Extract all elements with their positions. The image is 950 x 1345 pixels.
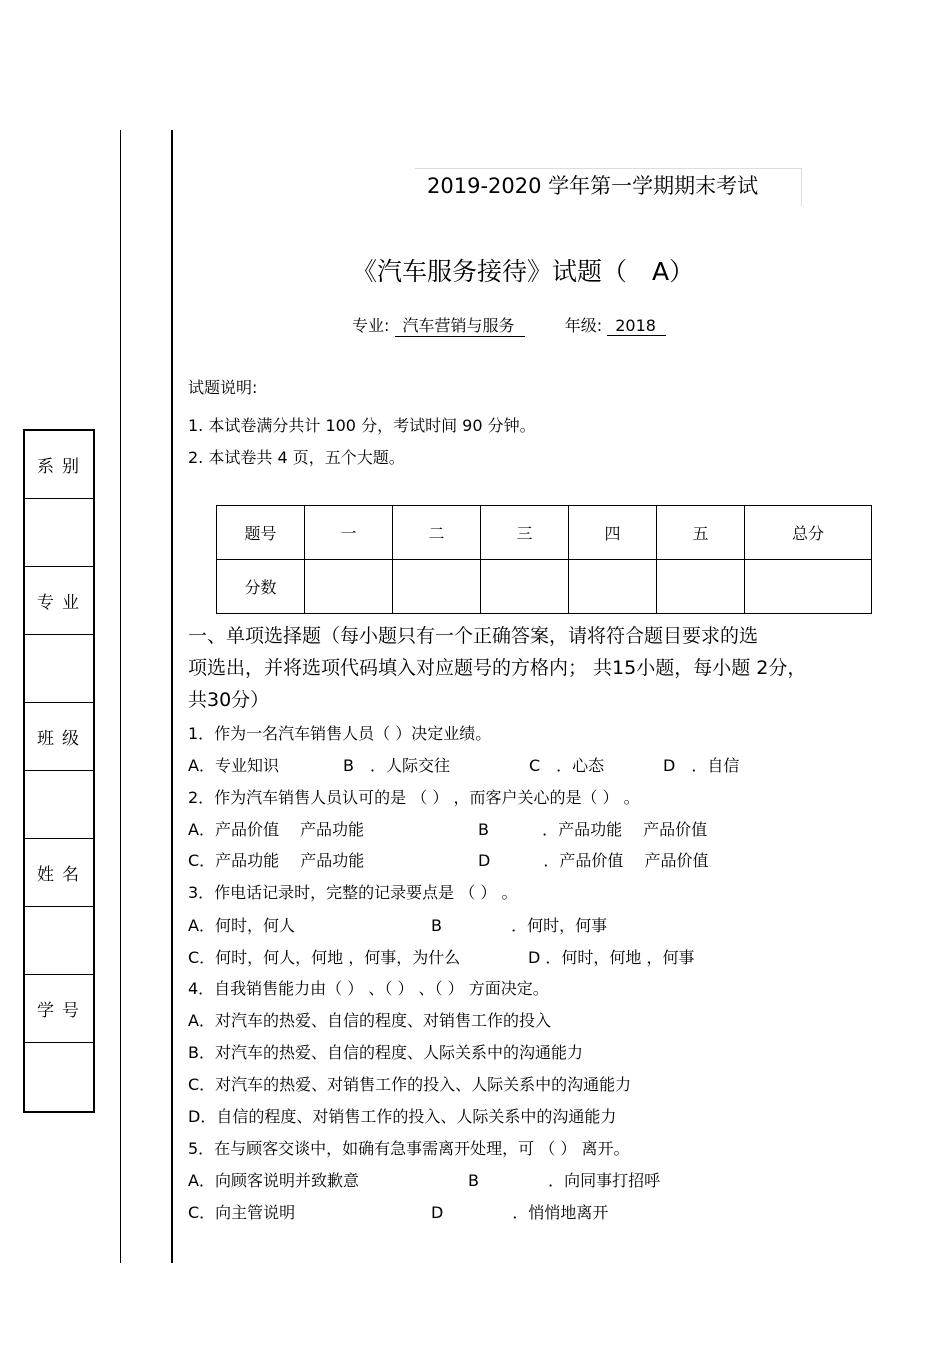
score-table-header: 四 bbox=[569, 506, 657, 560]
option-a: A．产品价值 产品功能 bbox=[188, 820, 365, 839]
score-table-header: 三 bbox=[481, 506, 569, 560]
option-b: B ．向同事打招呼 bbox=[468, 1171, 661, 1190]
option-b: B ．何时，何事 bbox=[431, 916, 608, 935]
option-d: D ．产品价值 产品价值 bbox=[478, 851, 709, 870]
option-c: C．向主管说明 bbox=[188, 1203, 296, 1222]
score-table-header-row bbox=[217, 506, 872, 560]
section-heading-line: 项选出，并将选项代码填入对应题号的方格内； 共15小题，每小题 2分， bbox=[188, 657, 807, 679]
section-heading-line: 一、单项选择题（每小题只有一个正确答案，请将符合题目要求的选 bbox=[188, 625, 759, 647]
name-label: 姓名 bbox=[25, 839, 93, 907]
score-cell bbox=[569, 560, 657, 614]
instruction-line: 1. 本试卷满分共计 100 分，考试时间 90 分钟。 bbox=[188, 416, 536, 435]
option-b: B ．产品功能 产品价值 bbox=[478, 820, 708, 839]
grade-label: 年级: bbox=[564, 316, 603, 335]
student-info-box bbox=[23, 429, 95, 1113]
binding-line-outer bbox=[120, 130, 121, 1263]
question-stem: 5．在与顾客交谈中，如确有急事需离开处理，可 （ ） 离开。 bbox=[188, 1139, 630, 1158]
option-d: D ．何时，何地 ，何事 bbox=[528, 948, 695, 967]
section-heading-line: 共30分） bbox=[188, 689, 270, 711]
score-table-header: 五 bbox=[657, 506, 745, 560]
option-d: D ．自信 bbox=[663, 756, 740, 775]
score-row-label: 分数 bbox=[217, 560, 305, 614]
question-stem: 1．作为一名汽车销售人员（ ）决定业绩。 bbox=[188, 724, 492, 743]
option-b: B．对汽车的热爱、自信的程度、人际关系中的沟通能力 bbox=[188, 1043, 583, 1062]
option-d: D．自信的程度、对销售工作的投入、人际关系中的沟通能力 bbox=[188, 1107, 617, 1126]
score-table-header: 二 bbox=[393, 506, 481, 560]
option-d: D ．悄悄地离开 bbox=[431, 1203, 609, 1222]
score-cell bbox=[657, 560, 745, 614]
dept-label: 系别 bbox=[25, 431, 93, 499]
student-id-label: 学号 bbox=[25, 975, 93, 1043]
question-stem: 3．作电话记录时，完整的记录要点是 （ ） 。 bbox=[188, 883, 518, 902]
question-stem: 4．自我销售能力由（ ） 、（ ） 、（ ） 方面决定。 bbox=[188, 979, 549, 998]
question-stem: 2．作为汽车销售人员认可的是 （ ） ，而客户关心的是（ ） 。 bbox=[188, 788, 640, 807]
instruction-line: 2. 本试卷共 4 页，五个大题。 bbox=[188, 448, 405, 467]
class-field bbox=[25, 771, 93, 839]
instructions-heading: 试题说明: bbox=[188, 378, 258, 397]
option-a: A．专业知识 bbox=[188, 756, 279, 775]
binding-line-inner bbox=[171, 130, 173, 1263]
score-table-header: 总分 bbox=[745, 506, 872, 560]
score-cell bbox=[305, 560, 393, 614]
option-c: C．产品功能 产品功能 bbox=[188, 851, 365, 870]
option-c: C．对汽车的热爱、对销售工作的投入、人际关系中的沟通能力 bbox=[188, 1075, 632, 1094]
dept-field bbox=[25, 499, 93, 567]
score-table-header: 一 bbox=[305, 506, 393, 560]
score-table bbox=[216, 505, 872, 614]
major-value: 汽车营销与服务 bbox=[395, 313, 525, 337]
option-a: A．向顾客说明并致歉意 bbox=[188, 1171, 359, 1190]
option-c: C．何时，何人，何地 ，何事，为什么 bbox=[188, 948, 461, 967]
name-field bbox=[25, 907, 93, 975]
exam-title: 《汽车服务接待》试题（ A） bbox=[352, 257, 695, 286]
option-c: C ．心态 bbox=[529, 756, 605, 775]
option-b: B ．人际交往 bbox=[343, 756, 450, 775]
major-label: 专业 bbox=[25, 567, 93, 635]
major-grade-line bbox=[352, 313, 666, 337]
score-table-score-row bbox=[217, 560, 872, 614]
grade-value: 2018 bbox=[607, 316, 666, 336]
score-cell bbox=[745, 560, 872, 614]
semester-title: 2019-2020 学年第一学期期末考试 bbox=[427, 174, 759, 198]
score-cell bbox=[393, 560, 481, 614]
score-cell bbox=[481, 560, 569, 614]
score-table-header: 题号 bbox=[217, 506, 305, 560]
option-a: A．对汽车的热爱、自信的程度、对销售工作的投入 bbox=[188, 1011, 551, 1030]
major-field bbox=[25, 635, 93, 703]
major-label: 专业: bbox=[352, 316, 390, 335]
class-label: 班级 bbox=[25, 703, 93, 771]
student-id-field bbox=[25, 1043, 93, 1110]
option-a: A．何时，何人 bbox=[188, 916, 295, 935]
